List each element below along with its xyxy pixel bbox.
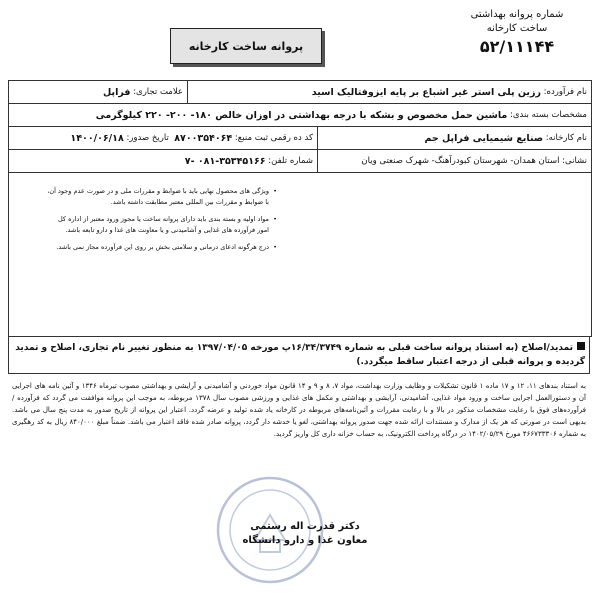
notes-box — [8, 166, 592, 337]
brand-label: علامت تجاری: — [133, 87, 183, 97]
license-number: ۵۲/۱۱۱۴۴ — [479, 37, 555, 56]
address-value: استان همدان- شهرستان کبودرآهنگ- شهرک صنعتی ویان — [361, 156, 560, 166]
factory-row — [9, 127, 591, 150]
notes-list — [47, 186, 277, 259]
product-row — [9, 81, 591, 104]
source-code-value: ۸۷۰۰۳۵۴۰۶۴ — [174, 132, 233, 144]
package-value: ماشین حمل مخصوص و بشکه با درجه بهداشتی در اوزان خالص ۱۸۰- ۲۰۰- ۲۲۰ کیلوگرمی — [95, 109, 508, 121]
license-number-block — [452, 8, 582, 54]
issue-date-label: تاریخ صدور: — [126, 133, 169, 143]
signatory-role: معاون غذا و دارو دانشگاه — [242, 535, 368, 546]
renewal-notice — [8, 337, 590, 374]
note-item: • درج هرگونه ادعای درمانی و سلامتی بخش بر روی این فرآورده مجاز نمی باشد. — [47, 242, 277, 253]
phone-label: شماره تلفن: — [268, 156, 313, 166]
note-item: • ویژگی های محصول نهایی باید با ضوابط و مقررات ملی و در صورت عدم وجود آن، با ضوابط و مقررات بین المللی معتبر مطابقت داشته باشد. — [47, 186, 277, 208]
product-info-table — [8, 80, 592, 173]
phone-value: ۰۸۱-۳۵۳۴۵۱۶۶ -۷ — [184, 155, 266, 167]
note-item: • مواد اولیه و بسته بندی باید دارای پروانه ساخت یا مجوز ورود معتبر از اداره کل امور فرآورده های غذایی و آشامیدنی و یا معاونت های غذا و دارو تابعه باشد. — [47, 214, 277, 236]
factory-label: نام کارخانه: — [545, 133, 587, 143]
brand-value: فراپل — [103, 86, 131, 98]
issue-date-value: ۱۴۰۰/۰۶/۱۸ — [70, 132, 124, 144]
signature-block — [230, 520, 380, 548]
signatory-name: دکتر قدرت اله رستمی — [250, 521, 360, 532]
product-name-value: رزین پلی استر غیر اشباع بر پایه ایزوفتالیک اسید — [311, 86, 541, 98]
license-subtitle: شماره پروانه بهداشتی — [470, 9, 564, 20]
license-subtitle-2: ساخت کارخانه — [486, 23, 548, 34]
package-row — [9, 104, 591, 127]
source-code-label: کد ده رقمی ثبت منبع: — [234, 133, 313, 143]
package-label: مشخصات بسته بندی: — [510, 110, 587, 120]
address-label: نشانی: — [562, 156, 587, 166]
bullet-square-icon — [577, 342, 585, 350]
legal-body-text: به استناد بندهای ۱۱، ۱۲ و ۱۷ ماده ۱ قانون تشکیلات و وظایف وزارت بهداشت، مواد ۷، ۸ و ۹ و ۱۴ قانون مواد خوردنی و آشامیدنی و آرایشی و بهداشتی مصوب تیرماه ۱۳۴۶ و آئین نامه های اجرایی آن و دستورالعمل اجرایی ساخت و ورود مواد غذایی، آشامیدنی، آرایشی و بهداشتی و مکمل های غذایی و ورزشی مصوب سال ۱۳۷۸ مربوطه، به موجب این پروانه موافقت می گردد که فرآورده / فرآورده‌های فوق با رعایت مشخصات مذکور در بالا و با رعایت مقررات و آئین‌نامه‌های مربوطه در کارخانه یاد شده تولید و عرضه گردد. اعتبار این پروانه از تاریخ صدور به مدت پنج سال می باشد. بدیهی است در صورتی که هر یک از مدارک و مستندات ارائه شده جهت صدور پروانه بهداشتی، لغو یا خدشه دار گردد، پروانه صادر شده فاقد اعتبار می باشد. ضمناً مبلغ ۸۴۰/۰۰۰ ریال به کد رهگیری به شماره ۴۶۶۷۳۳۳۰۶ مورخ ۱۴۰۲/۰۵/۲۹ در درگاه پرداخت الکترونیک، به حساب خزانه داری کل واریز گردید. — [12, 382, 587, 438]
factory-value: صنایع شیمیایی فراپل جم — [424, 132, 543, 144]
renewal-text: تمدید/اصلاح (به استناد پروانه ساخت قبلی به شماره ۱۶/۳۴/۳۷۴۹پ مورخه ۱۳۹۷/۰۴/۰۵ به منظور تغییر نام تجاری، اصلاح و تمدید گردیده و پروانه قبلی از درجه اعتبار ساقط میگردد.) — [15, 343, 585, 367]
product-name-label: نام فرآورده: — [543, 87, 587, 97]
document-title: پروانه ساخت کارخانه — [170, 28, 322, 64]
